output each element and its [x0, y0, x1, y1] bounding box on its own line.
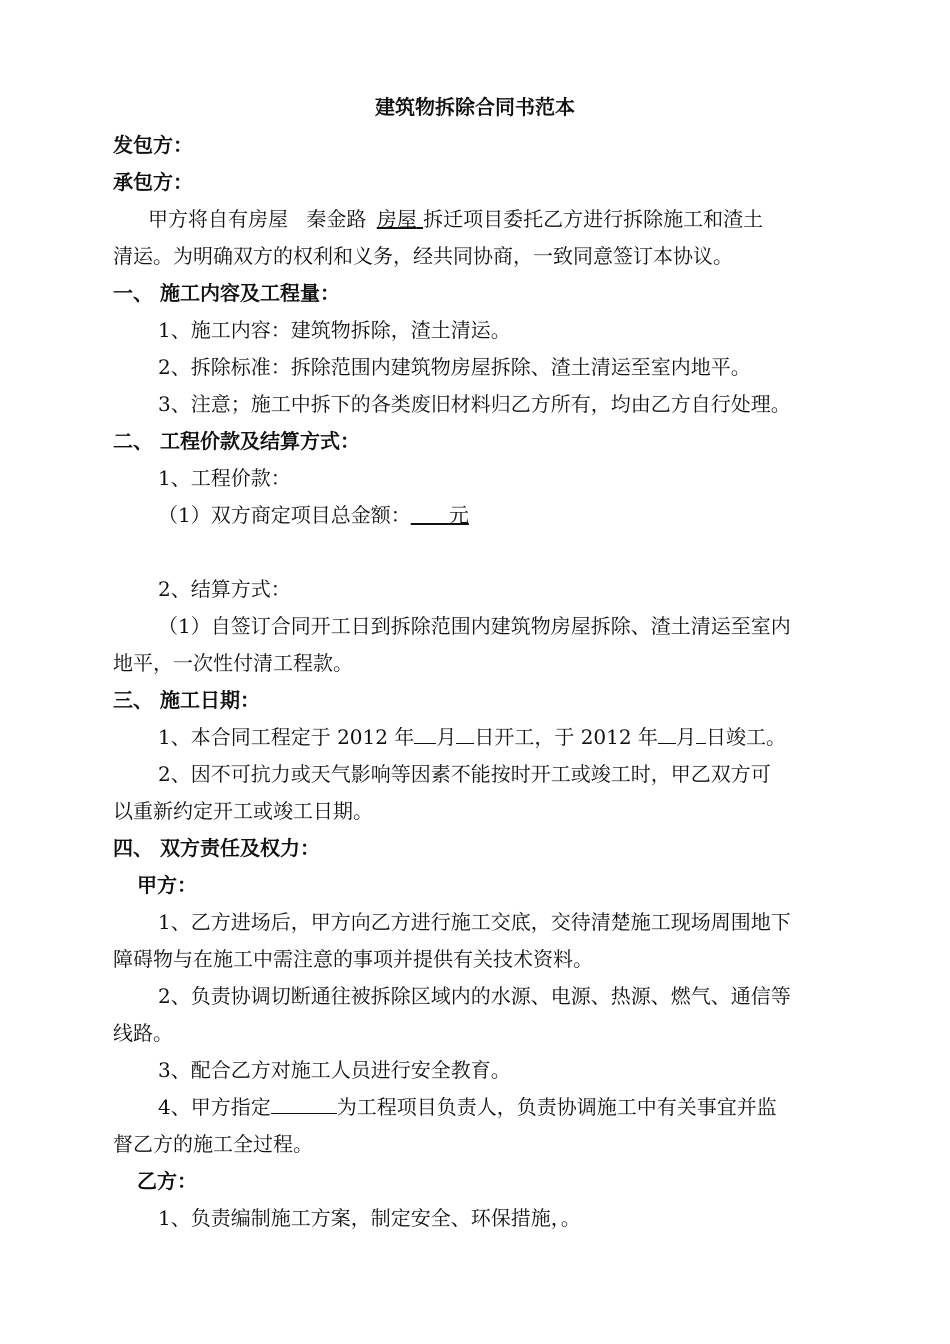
section-1-item-3: 3、注意；施工中拆下的各类废旧材料归乙方所有，均由乙方自行处理。 [158, 392, 791, 416]
section-1-item-1: 1、施工内容：建筑物拆除，渣土清运。 [158, 318, 511, 342]
intro-line-2: 清运。为明确双方的权利和义务，经共同协商，一致同意签订本协议。 [113, 244, 733, 268]
party-a-duty-4-line-2: 督乙方的施工全过程。 [113, 1132, 313, 1156]
section-3-item-1 [158, 725, 786, 749]
party-a-duty-1-line-2: 障碍物与在施工中需注意的事项并提供有关技术资料。 [113, 947, 593, 971]
section-2-settlement-line-2: 地平，一次性付清工程款。 [113, 651, 353, 675]
start-day-blank [456, 725, 474, 744]
section-2-settlement-line-1: （1）自签订合同开工日到拆除范围内建筑物房屋拆除、渣土清运至室内 [158, 614, 791, 638]
section-2-item-2: 2、结算方式： [158, 577, 291, 601]
party-b-duties-label: 乙方： [137, 1169, 197, 1193]
start-month-text: 月 [436, 725, 457, 749]
end-month-text: 月 [675, 725, 696, 749]
end-day-text: 日竣工。 [705, 725, 786, 749]
section-4-heading: 四、 双方责任及权力： [113, 836, 320, 860]
section-3-item-2-line-1: 2、因不可抗力或天气影响等因素不能按时开工或竣工时，甲乙双方可 [158, 762, 771, 786]
start-month-blank [414, 725, 436, 744]
end-year-text: 日开工，于 2012 年 [474, 725, 658, 749]
amount-label: （1）双方商定项目总金额： [158, 503, 411, 527]
intro-house: 房屋 [376, 207, 417, 231]
party-b-label: 承包方： [113, 170, 193, 194]
party-a-duty-3: 3、配合乙方对施工人员进行安全教育。 [158, 1058, 511, 1082]
section-2-item-1: 1、工程价款： [158, 466, 291, 490]
section-2-heading: 二、 工程价款及结算方式： [113, 429, 360, 453]
section-2-amount-line [158, 503, 469, 527]
end-month-blank [658, 725, 676, 744]
document-title: 建筑物拆除合同书范本 [375, 95, 575, 119]
party-a-duty-2-line-1: 2、负责协调切断通往被拆除区域内的水源、电源、热源、燃气、通信等 [158, 984, 791, 1008]
project-lead-blank [271, 1095, 337, 1114]
intro-text: 甲方将自有房屋 [148, 207, 288, 231]
intro-line-1 [148, 207, 763, 231]
party-b-duty-1: 1、负责编制施工方案，制定安全、环保措施，。 [158, 1206, 581, 1230]
section-1-heading: 一、 施工内容及工程量： [113, 281, 340, 305]
amount-unit: 元 [448, 503, 469, 527]
duty-4-text: 4、甲方指定 [158, 1095, 271, 1119]
party-a-duty-2-line-2: 线路。 [113, 1021, 173, 1045]
amount-blank-unit [411, 503, 469, 527]
party-a-duty-1-line-1: 1、乙方进场后，甲方向乙方进行施工交底，交待清楚施工现场周围地下 [158, 910, 791, 934]
end-day-blank [696, 725, 706, 744]
intro-road: 秦金路 [306, 207, 367, 231]
section-3-heading: 三、 施工日期： [113, 688, 260, 712]
section-3-item-2-line-2: 以重新约定开工或竣工日期。 [113, 799, 373, 823]
start-year-text: 1、本合同工程定于 2012 年 [158, 725, 415, 749]
party-a-duties-label: 甲方： [137, 873, 197, 897]
intro-text-end: 拆迁项目委托乙方进行拆除施工和渣土 [423, 207, 764, 231]
party-a-duty-4-line-1 [158, 1095, 777, 1119]
party-a-label: 发包方： [113, 133, 193, 157]
section-1-item-2: 2、拆除标准：拆除范围内建筑物房屋拆除、渣土清运至室内地平。 [158, 355, 751, 379]
duty-4-text-end: 为工程项目负责人，负责协调施工中有关事宜并监 [336, 1095, 777, 1119]
